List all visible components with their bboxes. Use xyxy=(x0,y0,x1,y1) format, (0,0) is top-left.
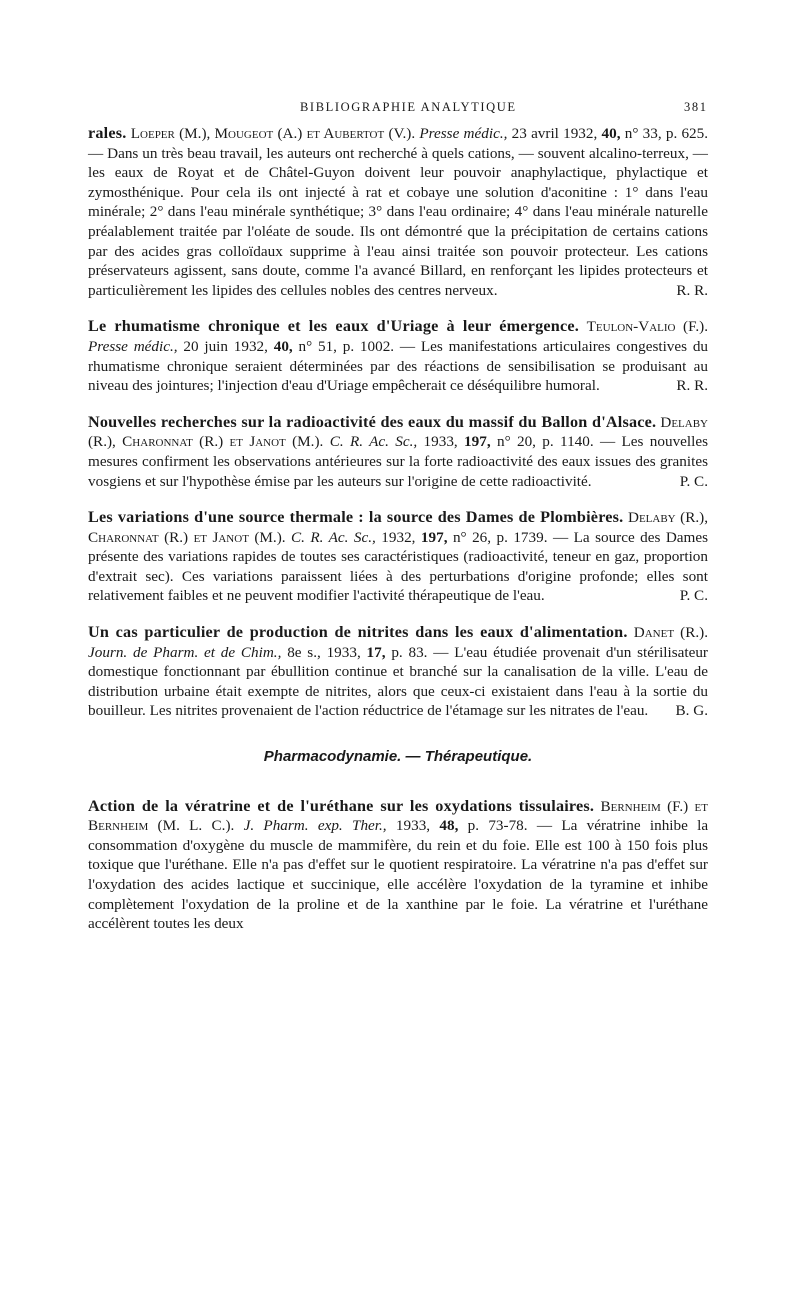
bibliography-entry xyxy=(88,623,708,721)
entry-volume: 197, xyxy=(420,528,448,546)
entry-signature: R. R. xyxy=(676,281,708,299)
entry-title: Le rhumatisme chronique et les eaux d'Uriage à leur émergence. xyxy=(88,317,580,336)
entry-journal: Presse médic., xyxy=(88,337,178,355)
entry-signature: P. C. xyxy=(679,587,708,605)
page-content xyxy=(88,124,708,934)
entry-citation-date: 8e s., 1933, xyxy=(287,643,361,661)
bibliography-entry xyxy=(88,508,708,606)
entry-volume: 40, xyxy=(601,125,621,142)
entry-citation-pages: n° 51, p. 1002. xyxy=(298,337,395,355)
entry-signature: B. G. xyxy=(675,702,708,720)
entry-volume: 40, xyxy=(273,337,293,355)
running-title: BIBLIOGRAPHIE ANALYTIQUE xyxy=(300,100,517,114)
bibliography-entry xyxy=(88,317,708,395)
entry-title: Un cas particulier de production de nitrites dans les eaux d'alimentation. xyxy=(88,623,628,642)
entry-signature: P. C. xyxy=(679,472,708,490)
entry-signature: R. R. xyxy=(676,377,708,395)
entry-citation-pages: n° 20, p. 1140. xyxy=(496,433,594,451)
bibliography-entry xyxy=(88,124,708,300)
entry-body: — Dans un très beau travail, les auteurs ont recherché à quels cations, — souvent alcalino-terreux, — les eaux de Royat et de Châtel-Guyon doivent leur pouvoir anaphylactique, phylactique et zymosthénique. Pour cela ils ont injecté à rat et cobaye une solution d'aconitine : 1° dans l'eau minérale; 2° dans l'eau minérale synthétique; 3° dans l'eau ordinaire; 4° dans l'eau minérale naturelle préalablement traitée par l'oléate de soude. Ils ont démontré que la précipitation de certains cations par des acides gras colloïdaux supprime à l'eau ainsi traitée son pouvoir protecteur. Les cations préservateurs agissent, sans doute, comme l'a avancé Billard, en renforçant les lipides protecteurs et particulièrement les lipides des cellules nobles des centres nerveux. xyxy=(88,144,708,299)
entry-body: — Les nouvelles mesures confirment les observations antérieures sur la forte radioactivité des eaux issues des granites vosgiens et sur l'hypothèse émise par les auteurs sur l'origine de cette radioactivité. xyxy=(88,433,709,490)
entry-citation-pages: p. 73-78. xyxy=(467,817,528,835)
section-heading: Pharmacodynamie. — Thérapeutique. xyxy=(263,748,533,766)
entry-journal: C. R. Ac. Sc., xyxy=(329,433,418,451)
entry-citation-pages: n° 33, p. 625. xyxy=(624,125,709,142)
entry-title: Action de la vératrine et de l'uréthane sur les oxydations tissulaires. xyxy=(88,796,595,815)
entry-citation-date: 23 avril 1932, xyxy=(511,125,598,142)
entry-volume: 48, xyxy=(439,817,459,835)
entry-journal: Journ. de Pharm. et de Chim., xyxy=(88,643,282,661)
entry-citation-pages: p. 83. xyxy=(391,643,428,661)
entry-citation-date: 1933, xyxy=(395,817,431,835)
entry-title: rales. xyxy=(88,124,127,142)
entry-citation-pages: n° 26, p. 1739. xyxy=(452,528,548,546)
entry-body: — Les manifestations articulaires congestives du rhumatisme chronique seraient déterminées par des réactions de sensibilisation se produisant au niveau des jointures; l'injection d'eau d'Uriage empêcherait ce déséquilibre humoral. xyxy=(88,337,709,395)
bibliography-entry xyxy=(88,413,708,491)
entry-citation-date: 1932, xyxy=(381,528,416,546)
entry-authors: Delaby (R.), Charonnat (R.) et Janot (M.). xyxy=(88,509,709,546)
entry-body: — La source des Dames présente des variations rapides de toutes ses caractéristiques (radioactivité, teneur en gaz, proportion d'extrait sec). Ces variations paraissent liées à des perturbations d'origine profonde; elles sont relativement faibles et ne peuvent modifier l'activité thérapeutique de l'eau. xyxy=(88,528,709,605)
entry-journal: J. Pharm. exp. Ther., xyxy=(243,817,387,835)
entry-journal: C. R. Ac. Sc., xyxy=(291,528,376,546)
entry-title: Les variations d'une source thermale : la source des Dames de Plombières. xyxy=(88,508,624,527)
bibliography-entry xyxy=(88,797,708,934)
entry-authors: Bernheim (F.) et Bernheim (M. L. C.). xyxy=(88,797,708,835)
running-header xyxy=(0,100,800,120)
entry-authors: Teulon-Valio (F.). xyxy=(586,318,708,336)
entry-authors: Delaby (R.), Charonnat (R.) et Janot (M.). xyxy=(88,413,709,451)
entry-volume: 197, xyxy=(464,433,491,451)
entry-journal: Presse médic., xyxy=(419,125,508,142)
entry-citation-date: 1933, xyxy=(423,433,458,451)
entry-body: — La vératrine inhibe la consommation d'oxygène du muscle de mammifère, du rein et du foie. Elle est 100 à 150 fois plus toxique que l'uréthane. Elle n'a pas d'effet sur le quotient respiratoire. La vératrine n'a pas d'effet sur l'oxydation des acides lactique et succinique, elle accélère l'oxydation de la tyramine et inhibe complètement l'oxydation de la proline et de la xanthine par le foie. La vératrine et l'uréthane accélèrent toutes les deux xyxy=(88,817,709,933)
entry-citation-date: 20 juin 1932, xyxy=(183,337,268,355)
page-number: 381 xyxy=(684,100,708,114)
entry-authors: Loeper (M.), Mougeot (A.) et Aubertot (V.). xyxy=(130,125,416,142)
entry-title: Nouvelles recherches sur la radioactivité des eaux du massif du Ballon d'Alsace. xyxy=(88,412,657,431)
entry-volume: 17, xyxy=(366,643,386,661)
entry-authors: Danet (R.). xyxy=(633,624,708,642)
entry-body: — L'eau étudiée provenait d'un stérilisateur domestique fonctionnant par ébullition continue et branché sur la canalisation de la ville. L'eau de distribution urbaine était exempte de nitrites, alors que ceux-ci existaient dans l'eau à la sortie du bouilleur. Les nitrites provenaient de l'action réductrice de l'étamage sur les nitrates de l'eau. xyxy=(88,643,708,720)
